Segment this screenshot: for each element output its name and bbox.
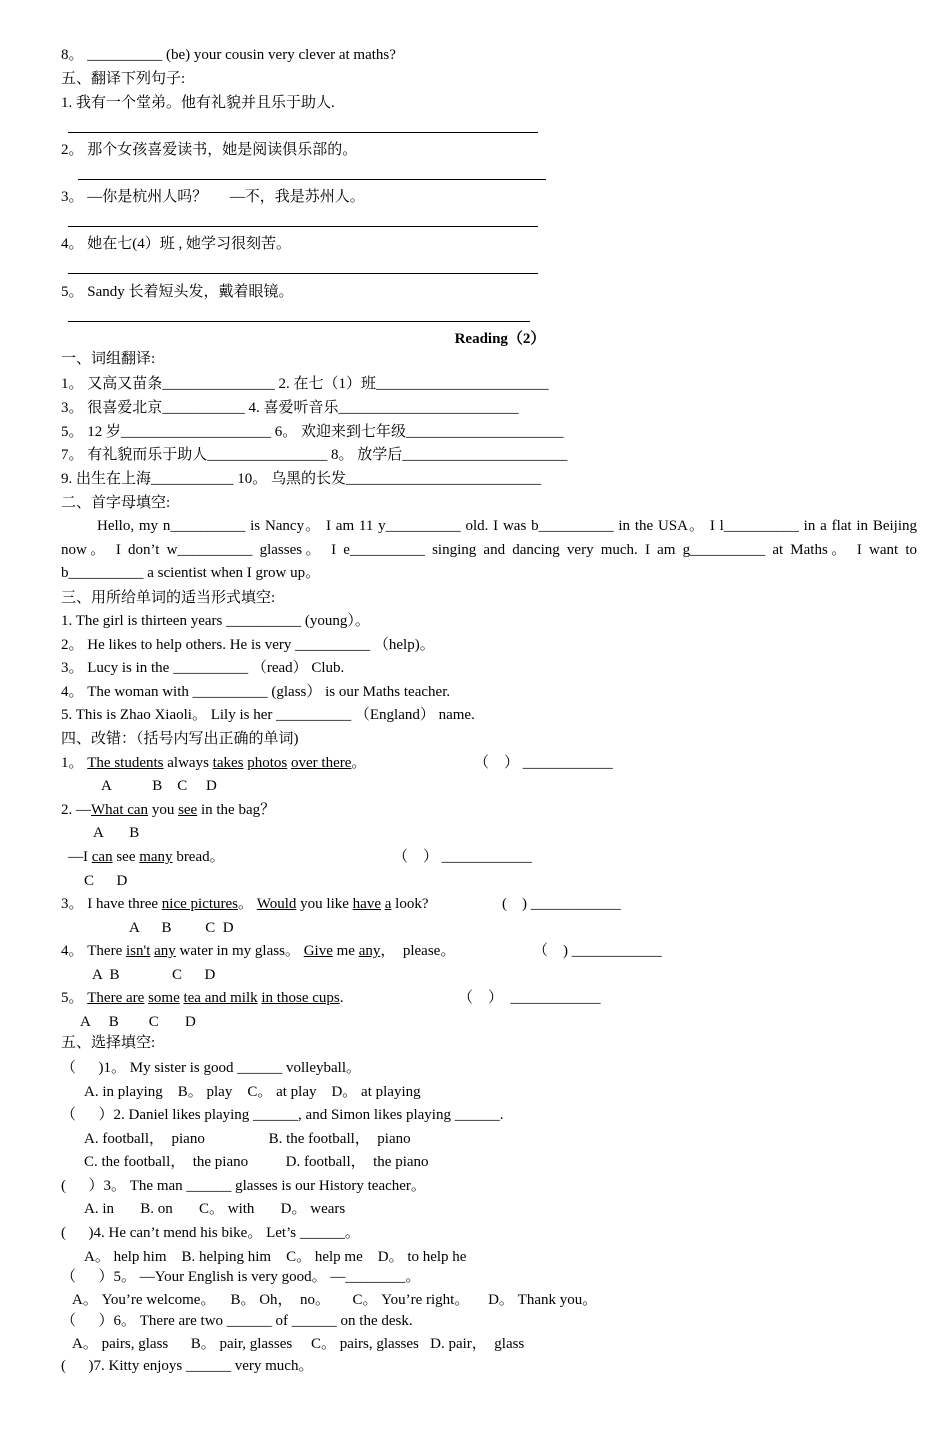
translation-4: 4。 她在七(4）班 , 她学习很刻苦。 [61, 236, 291, 252]
error-3-sentence: 3。 I have three nice pictures。 Would you like have a look? [61, 896, 429, 912]
error-4-answer: （ ) ____________ [533, 943, 662, 959]
choice-2-options-cd: C. the football， the piano D. football， the piano [84, 1154, 429, 1170]
error-4-sentence: 4。 There isn't any water in my glass。 Give me any， please。 [61, 943, 456, 959]
answer-line-1 [68, 132, 538, 133]
choice-2-options-ab: A. football， piano B. the football， piano [84, 1131, 411, 1147]
error-2-letters-cd: C D [84, 873, 128, 889]
error-5-answer: （ ） ____________ [458, 990, 601, 1006]
choice-4-question: ( )4. He can’t mend his bike。 Let’s ______。 [61, 1225, 360, 1241]
choice-heading: 五、选择填空: [61, 1035, 156, 1051]
answer-line-4 [68, 273, 538, 274]
answer-line-5 [68, 321, 530, 322]
initial-letter-paragraph [61, 515, 917, 586]
word-form-1: 1. The girl is thirteen years __________ (young）。 [61, 613, 370, 629]
translation-1: 1. 我有一个堂弟。他有礼貌并且乐于助人. [61, 95, 335, 111]
translation-3: 3。 —你是杭州人吗？ —不，我是苏州人。 [61, 189, 365, 205]
translation-2: 2。 那个女孩喜爱读书，她是阅读俱乐部的。 [61, 142, 358, 158]
answer-line-3 [68, 226, 538, 227]
translation-5: 5。 Sandy 长着短头发，戴着眼镜。 [61, 284, 294, 300]
phrase-row-1: 1。 又高又苗条_______________ 2. 在七（1）班_______________________ [61, 376, 549, 392]
initial-letter-text: Hello, my n__________ is Nancy。 I am 11 y__________ old. I was b__________ in the USA。 I l__________ in a flat in Beijing now。 I don’t w__________ glasses。 I e__________ singing and dancing very much. I am g__________ at Maths。 I want to b__________ a scientist when I grow up。 [61, 518, 917, 581]
choice-4-options: A。 help him B. helping him C。 help me D。 to help he [84, 1249, 467, 1265]
error-4-letters: A B C D [92, 967, 216, 983]
word-form-2: 2。 He likes to help others. He is very __________ （help)。 [61, 637, 435, 653]
reading-title: Reading（2） [454, 331, 546, 347]
error-5-letters: A B C D [80, 1014, 196, 1030]
word-form-5: 5. This is Zhao Xiaoli。 Lily is her __________ （England） name. [61, 707, 475, 723]
error-3-letters: A B C D [129, 920, 234, 936]
phrase-row-4: 7。 有礼貌而乐于助人________________ 8。 放学后______________________ [61, 447, 568, 463]
error-3-answer: ( ) ____________ [502, 896, 621, 912]
phrase-heading: 一、词组翻译: [61, 351, 156, 367]
choice-3-options: A. in B. on C。 with D。 wears [84, 1201, 346, 1217]
choice-3-question: ( ）3。 The man ______ glasses is our History teacher。 [61, 1178, 426, 1194]
choice-7-question: ( )7. Kitty enjoys ______ very much。 [61, 1358, 314, 1374]
initial-letter-heading: 二、首字母填空: [61, 495, 171, 511]
error-correction-heading: 四、改错：（括号内写出正确的单词) [61, 731, 299, 747]
error-2-sentence: 2. —What can you see in the bag？ [61, 802, 276, 818]
error-5-sentence: 5。 There are some tea and milk in those cups. [61, 990, 344, 1006]
phrase-row-2: 3。 很喜爱北京___________ 4. 喜爱听音乐________________________ [61, 400, 519, 416]
choice-6-question: （ ）6。 There are two ______ of ______ on the desk. [61, 1313, 413, 1329]
choice-1-question: （ )1。 My sister is good ______ volleyball。 [61, 1060, 361, 1076]
section-five-heading: 五、翻译下列句子: [61, 71, 186, 87]
choice-2-question: （ ）2. Daniel likes playing ______, and Simon likes playing ______. [61, 1107, 504, 1123]
choice-5-question: （ ）5。 —Your English is very good。 —________。 [61, 1269, 421, 1285]
word-form-3: 3。 Lucy is in the __________ （read） Club. [61, 660, 345, 676]
word-form-4: 4。 The woman with __________ (glass） is our Maths teacher. [61, 684, 451, 700]
answer-line-2 [78, 179, 546, 180]
error-2-answer: （ ） ____________ [393, 849, 532, 865]
choice-6-options: A。 pairs, glass B。 pair, glasses C。 pairs, glasses D. pair， glass [72, 1336, 525, 1352]
q8-line: 8。 __________ (be) your cousin very clever at maths? [61, 47, 396, 63]
phrase-row-5: 9. 出生在上海___________ 10。 乌黑的长发__________________________ [61, 471, 542, 487]
error-1-sentence: 1。 The students always takes photos over there。 [61, 755, 367, 771]
choice-1-options: A. in playing B。 play C。 at play D。 at playing [84, 1084, 421, 1100]
error-2-reply: —I can see many bread。 [68, 849, 225, 865]
word-form-heading: 三、用所给单词的适当形式填空: [61, 590, 276, 606]
error-2-letters-ab: A B [93, 825, 140, 841]
error-1-letters: A B C D [101, 778, 217, 794]
phrase-row-3: 5。 12 岁____________________ 6。 欢迎来到七年级_____________________ [61, 424, 564, 440]
error-1-answer: （ ） ____________ [474, 755, 613, 771]
choice-5-options: A。 You’re welcome。 B。 Oh， no。 C。 You’re right。 D。 Thank you。 [72, 1292, 598, 1308]
